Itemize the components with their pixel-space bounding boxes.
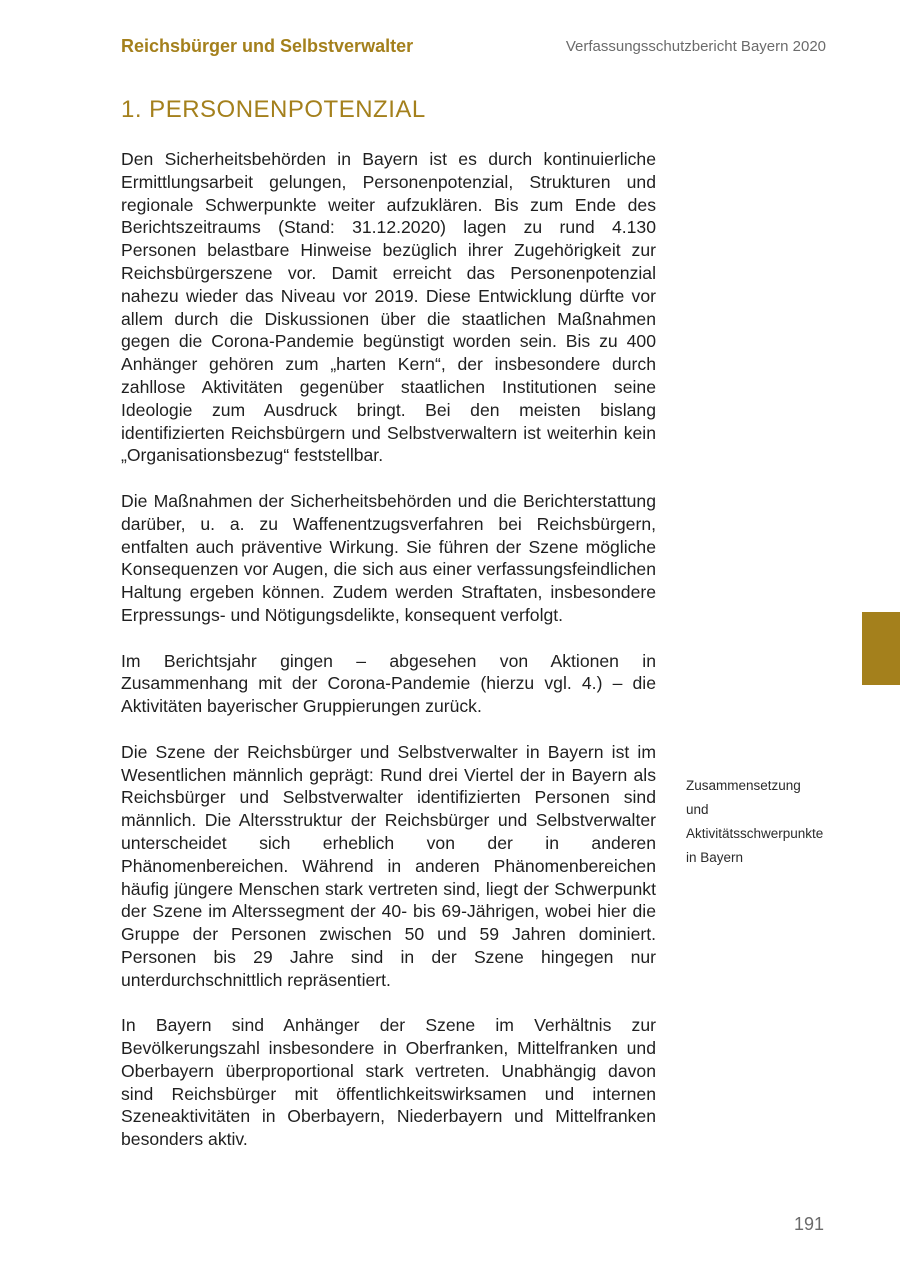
page-number: 191 xyxy=(793,1214,824,1234)
paragraph-zusammensetzung: Die Szene der Reichsbürger und Selbstverwalter in Bayern ist im Wesentlichen männlich geprägt: Rund drei Viertel der in Bayern als Reichsbürger und Selbstverwalter identifizierten Personen sind männlich. Die Altersstruktur der Reichsbürger und Selbstverwalter unterscheidet sich erheblich von der in anderen Phänomenbereichen. Während in anderen Phänomenbereichen häufig jüngere Menschen stark vertreten sind, liegt der Schwerpunkt der Szene im Alterssegment der 40- bis 69-Jährigen, wobei hier die Gruppe der Personen zwischen 50 und 59 Jahren dominiert. Personen bis 29 Jahre sind in der Szene hingegen nur unterdurchschnittlich repräsentiert. xyxy=(121,741,656,990)
body-text xyxy=(121,148,656,1174)
paragraph-massnahmen: Die Maßnahmen der Sicherheitsbehörden und die Berichterstattung darüber, u. a. zu Waffenentzugsverfahren bei Reichsbürgern, entfalten auch präventive Wirkung. Sie führen der Szene mögliche Konsequenzen vor Augen, die sich aus einer verfassungsfeindlichen Haltung ergeben können. Zudem werden Straftaten, insbesondere Erpressungs- und Nötigungsdelikte, konsequent verfolgt. xyxy=(121,490,656,625)
section-title: 1. PERSONENPOTENZIAL xyxy=(121,96,426,123)
chapter-side-tab xyxy=(862,612,900,685)
paragraph-regionale-verteilung: In Bayern sind Anhänger der Szene im Verhältnis zur Bevölkerungszahl insbesondere in Oberfranken, Mittelfranken und Oberbayern überproportional stark vertreten. Unabhängig davon sind Reichsbürger mit öffentlichkeitswirksamen und internen Szeneaktivitäten in Oberbayern, Niederbayern und Mittelfranken besonders aktiv. xyxy=(121,1015,656,1150)
paragraph-berichtsjahr: Im Berichtsjahr gingen – abgesehen von Aktionen in Zusammenhang mit der Corona-Pandemie (hierzu vgl. 4.) – die Aktivitäten bayerischer Gruppierungen zurück. xyxy=(121,650,656,717)
marginal-note: Zusammensetzung und Aktivitätsschwerpunkte in Bayern xyxy=(686,778,824,865)
paragraph-personenpotenzial: Den Sicherheitsbehörden in Bayern ist es durch kontinuierliche Ermittlungsarbeit gelungen, Personenpotenzial, Strukturen und regionale Schwerpunkte weiter aufzuklären. Bis zum Ende des Berichtszeitraums (Stand: 31.12.2020) lagen zu rund 4.130 Personen belastbare Hinweise bezüglich ihrer Zugehörigkeit zur Reichsbürgerszene vor. Damit erreicht das Personenpotenzial nahezu wieder das Niveau vor 2019. Diese Entwicklung dürfte vor allem durch die Diskussionen über die staatlichen Maßnahmen gegen die Corona-Pandemie begünstigt worden sein. Bis zu 400 Anhänger gehören zum „harten Kern“, der insbesondere durch zahllose Aktivitäten gegenüber staatlichen Institutionen seine Ideologie zum Ausdruck bringt. Bei den meisten bislang identifizierten Reichsbürgern und Selbstverwaltern ist weiterhin kein „Organisationsbezug“ feststellbar. xyxy=(121,149,656,466)
chapter-running-head: Reichsbürger und Selbstverwalter xyxy=(121,36,414,56)
publication-running-head: Verfassungsschutzbericht Bayern 2020 xyxy=(565,38,826,55)
